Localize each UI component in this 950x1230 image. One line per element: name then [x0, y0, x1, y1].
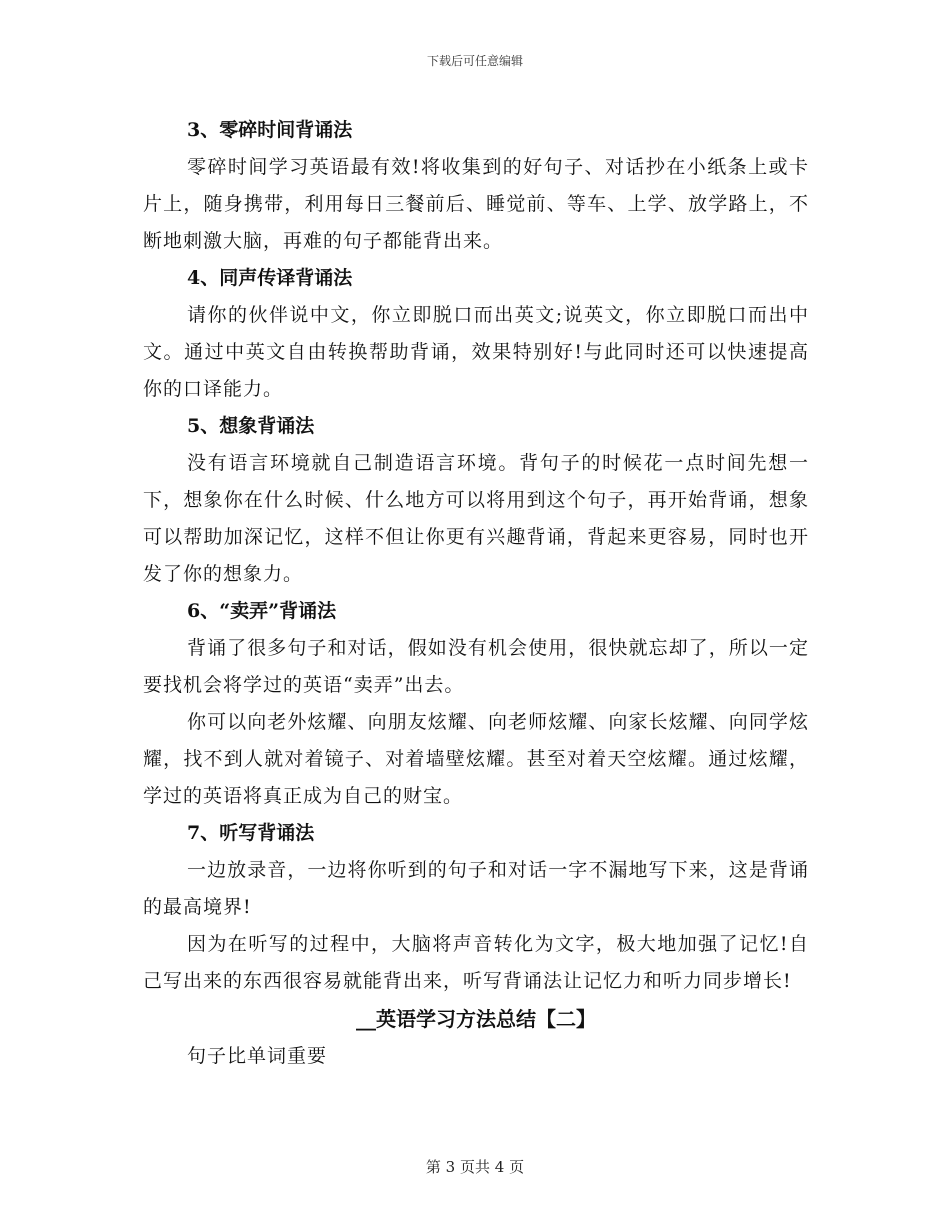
- section-heading-4: 4、同声传译背诵法: [187, 267, 353, 289]
- section-paragraph-3-1: 零碎时间学习英语最有效!将收集到的好句子、对话抄在小纸条上或卡片上，随身携带，利用每日三餐前后、睡觉前、等车、上学、放学路上，不断地刺激大脑，再难的句子都能背出来。: [143, 156, 809, 252]
- part-two-title: __英语学习方法总结【二】: [356, 1007, 596, 1031]
- section-paragraph-7-2: 因为在听写的过程中，大脑将声音转化为文字，极大地加强了记忆!自己写出来的东西很容易就能背出来，听写背诵法让记忆力和听力同步增长!: [143, 933, 809, 992]
- page-number-footer: 第 3 页共 4 页: [425, 1158, 525, 1176]
- part-two-paragraph-1: 句子比单词重要: [187, 1045, 328, 1067]
- section-paragraph-4-1: 请你的伙伴说中文，你立即脱口而出英文;说英文，你立即脱口而出中文。通过中英文自由转换帮助背诵，效果特别好!与此同时还可以快速提高你的口译能力。: [143, 304, 809, 400]
- section-heading-7: 7、听写背诵法: [187, 822, 315, 844]
- section-heading-5: 5、想象背诵法: [187, 415, 315, 437]
- document-body: [143, 112, 809, 1075]
- page-header: 下载后可任意编辑: [426, 54, 523, 68]
- section-paragraph-7-1: 一边放录音，一边将你听到的句子和对话一字不漏地写下来，这是背诵的最高境界!: [143, 859, 809, 918]
- section-paragraph-5-1: 没有语言环境就自己制造语言环境。背句子的时候花一点时间先想一下，想象你在什么时候、什么地方可以将用到这个句子，再开始背诵，想象可以帮助加深记忆，这样不但让你更有兴趣背诵，背起来更容易，同时也开发了你的想象力。: [143, 452, 809, 585]
- section-paragraph-6-1: 背诵了很多句子和对话，假如没有机会使用，很快就忘却了，所以一定要找机会将学过的英语“卖弄”出去。: [143, 637, 809, 696]
- section-paragraph-6-2: 你可以向老外炫耀、向朋友炫耀、向老师炫耀、向家长炫耀、向同学炫耀，找不到人就对着镜子、对着墙壁炫耀。甚至对着天空炫耀。通过炫耀，学过的英语将真正成为自己的财宝。: [143, 711, 809, 807]
- section-heading-6: 6、“卖弄”背诵法: [187, 600, 337, 622]
- section-heading-3: 3、零碎时间背诵法: [187, 119, 353, 141]
